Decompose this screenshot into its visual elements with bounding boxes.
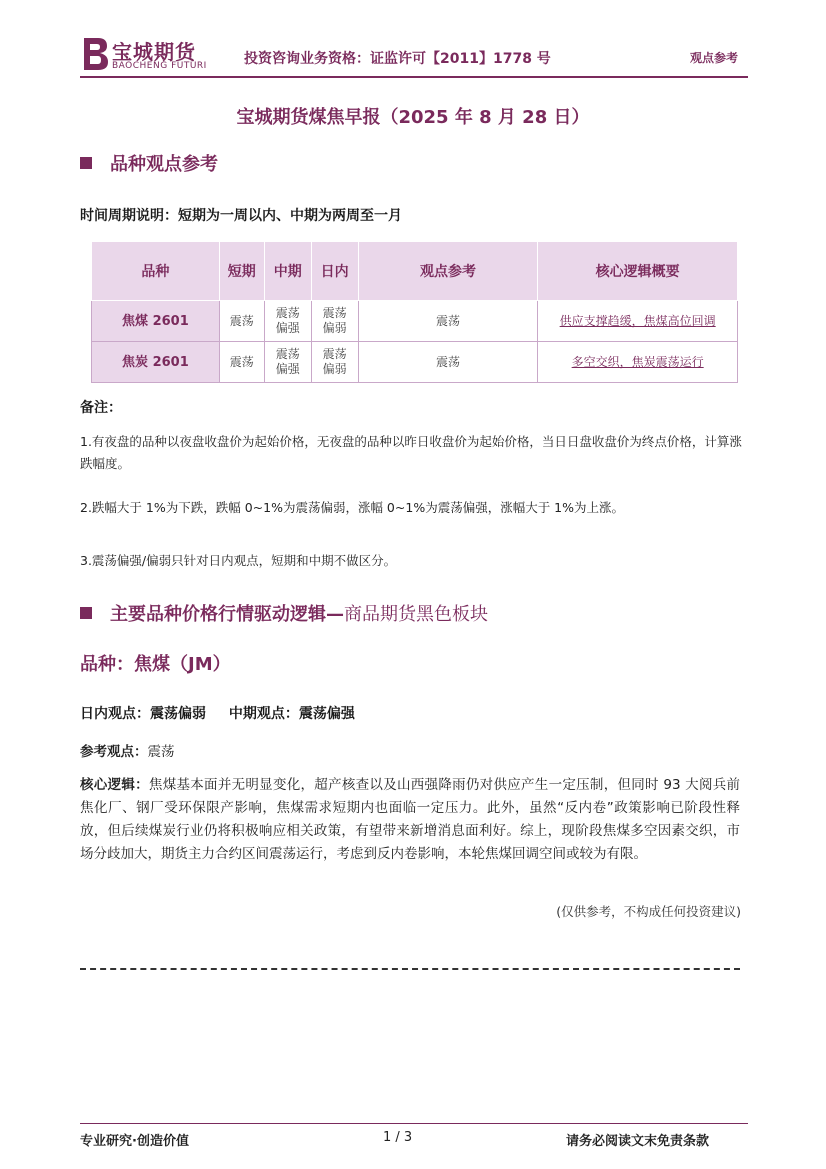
square-bullet-icon (80, 157, 92, 169)
short-term-cell: 震荡 (219, 301, 264, 342)
logo-text-cn: 宝城期货 (112, 40, 196, 64)
mid-term-line2: 偏强 (275, 362, 300, 376)
footer-slogan: 专业研究·创造价值 (80, 1134, 189, 1149)
views-table (91, 241, 738, 383)
table-header: 品种 (92, 242, 220, 301)
table-header: 日内 (311, 242, 358, 301)
table-header: 短期 (219, 242, 264, 301)
table-header-row (92, 242, 738, 301)
mid-term-line2: 偏强 (275, 321, 300, 335)
page-number: 1 / 3 (383, 1130, 413, 1145)
disclaimer: (仅供参考，不构成任何投资建议) (556, 904, 741, 919)
intraday-cell (311, 301, 358, 342)
core-logic-text: 焦煤基本面并无明显变化，超产核查以及山西强降雨仍对供应产生一定压制，但同时 93 大阅兵前焦化厂、钢厂受环保限产影响，焦煤需求短期内也面临一定压力。此外，虽然“反内卷”政策影响已阶段性释放，但后续煤炭行业仍将积极响应相关政策，有望带来新增消息面利好。综上，现阶段焦煤多空因素交织，市场分歧加大，期货主力合约区间震荡运行，考虑到反内卷影响，本轮焦煤回调空间或较为有限。 (80, 777, 741, 862)
mid-term-line1: 震荡 (275, 306, 300, 320)
view-cell: 震荡 (358, 301, 538, 342)
section-heading-2-light: 商品期货黑色板块 (344, 604, 488, 625)
reference-label: 参考观点： (80, 744, 148, 760)
product-name-cell: 焦炭 2601 (92, 342, 220, 383)
header-right-label: 观点参考 (690, 51, 739, 65)
product-heading: 品种：焦煤（JM） (80, 654, 231, 675)
notes-title: 备注： (80, 400, 122, 416)
note-item: 1.有夜盘的品种以夜盘收盘价为起始价格，无夜盘的品种以昨日收盘价为起始价格，当日日盘收盘价为终点价格，计算涨跌幅度。 (80, 434, 742, 471)
intraday-line1: 震荡 (322, 306, 347, 320)
dashed-divider (80, 968, 740, 970)
section-heading-1-text: 品种观点参考 (110, 154, 218, 175)
section-heading-2 (80, 600, 488, 626)
reference-view (80, 740, 175, 760)
logo-text-en: BAOCHENG FUTURI (112, 61, 207, 71)
mid-term-cell (264, 342, 311, 383)
section-heading-2-bold: 主要品种价格行情驱动逻辑— (110, 604, 344, 625)
note-item: 3.震荡偏强/偏弱只针对日内观点，短期和中期不做区分。 (80, 553, 397, 568)
note-item: 2.跌幅大于 1%为下跌，跌幅 0~1%为震荡偏弱，涨幅 0~1%为震荡偏强，涨幅大于 1%为上涨。 (80, 500, 624, 515)
reference-value: 震荡 (147, 744, 175, 760)
footer-disclaimer: 请务必阅读文末免责条款 (566, 1134, 710, 1149)
table-row (92, 342, 738, 383)
short-term-cell: 震荡 (219, 342, 264, 383)
table-row (92, 301, 738, 342)
view-cell: 震荡 (358, 342, 538, 383)
core-logic (80, 774, 740, 866)
intraday-cell (311, 342, 358, 383)
view-summary (80, 703, 355, 723)
square-bullet-icon (80, 607, 92, 619)
mid-term-line1: 震荡 (275, 347, 300, 361)
intraday-line1: 震荡 (322, 347, 347, 361)
mid-view: 中期观点：震荡偏强 (228, 706, 355, 722)
page-title: 宝城期货煤焦早报（2025 年 8 月 28 日） (236, 107, 590, 128)
intraday-line2: 偏弱 (322, 321, 347, 335)
table-header: 观点参考 (358, 242, 538, 301)
product-name-cell: 焦煤 2601 (92, 301, 220, 342)
header-divider (80, 76, 748, 78)
logic-link[interactable]: 多空交织，焦炭震荡运行 (538, 342, 738, 383)
footer-divider (80, 1123, 748, 1124)
mid-term-cell (264, 301, 311, 342)
logo-icon (80, 36, 110, 72)
table-header: 核心逻辑概要 (538, 242, 738, 301)
table-header: 中期 (264, 242, 311, 301)
section-heading-1 (80, 150, 218, 176)
intraday-view: 日内观点：震荡偏弱 (80, 706, 206, 722)
core-logic-label: 核心逻辑： (80, 777, 149, 793)
logic-link[interactable]: 供应支撑趋缓，焦煤高位回调 (538, 301, 738, 342)
period-note: 时间周期说明：短期为一周以内、中期为两周至一月 (80, 208, 402, 224)
intraday-line2: 偏弱 (322, 362, 347, 376)
qualification-text: 投资咨询业务资格：证监许可【2011】1778 号 (244, 51, 551, 67)
